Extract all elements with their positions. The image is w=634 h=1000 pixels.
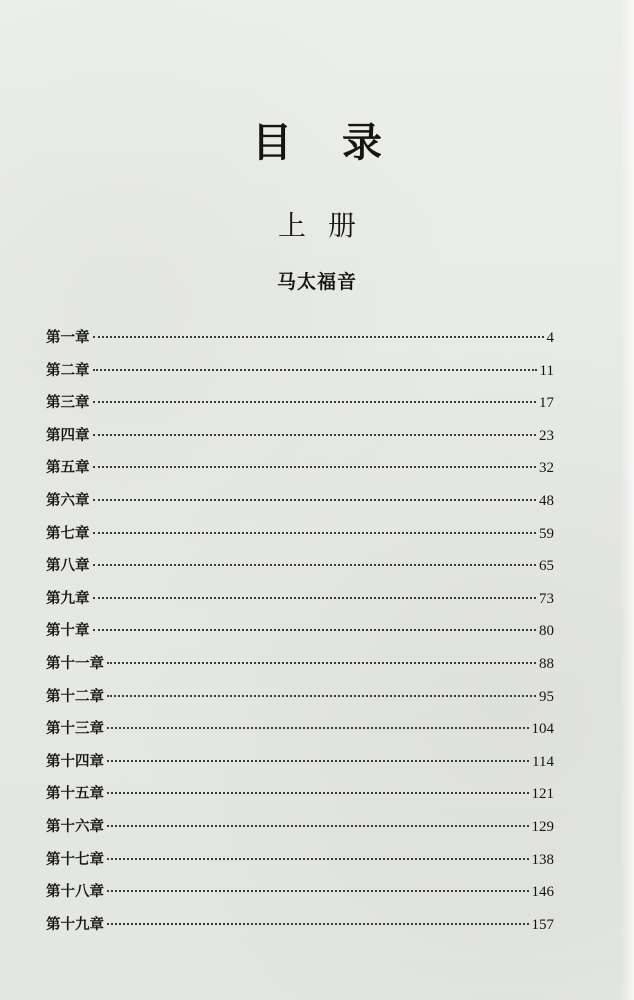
- dot-leader: [93, 466, 537, 468]
- toc-entry[interactable]: [46, 650, 554, 683]
- toc-entry[interactable]: [46, 813, 554, 846]
- toc-entry[interactable]: [46, 780, 554, 813]
- dot-leader: [107, 760, 529, 762]
- toc-page-number: 104: [531, 721, 554, 738]
- toc-page-number: 4: [546, 330, 554, 346]
- dot-leader: [93, 369, 537, 371]
- toc-entry[interactable]: [46, 389, 554, 422]
- toc-page-number: 73: [539, 590, 554, 607]
- toc-chapter-label: 第一章: [46, 330, 90, 346]
- dot-leader: [107, 727, 529, 729]
- toc-page-number: 157: [531, 916, 554, 933]
- toc-chapter-label: 第十一章: [46, 655, 104, 672]
- toc-chapter-label: 第三章: [46, 395, 90, 412]
- toc-chapter-label: 第十二章: [46, 688, 104, 705]
- toc-page-number: 88: [539, 655, 554, 672]
- toc-chapter-label: 第十七章: [46, 851, 104, 868]
- toc-page-number: 32: [539, 460, 554, 477]
- dot-leader: [107, 695, 536, 697]
- toc-chapter-label: 第二章: [46, 362, 90, 379]
- toc-entry[interactable]: [46, 683, 554, 716]
- toc-entry[interactable]: [46, 748, 554, 781]
- toc-chapter-label: 第十四章: [46, 753, 104, 770]
- toc-entry[interactable]: [46, 422, 554, 455]
- toc-page-number: 80: [539, 623, 554, 640]
- dot-leader: [93, 564, 537, 566]
- dot-leader: [107, 858, 529, 860]
- toc-chapter-label: 第十五章: [46, 786, 104, 803]
- dot-leader: [93, 629, 537, 631]
- volume-title: 上册: [277, 209, 378, 242]
- toc-chapter-label: 第四章: [46, 427, 90, 444]
- toc-chapter-label: 第五章: [46, 460, 90, 477]
- toc-chapter-label: 第十六章: [46, 818, 104, 835]
- toc-entry[interactable]: [46, 324, 554, 357]
- section-title: 马太福音: [276, 271, 357, 293]
- toc-page-number: 11: [539, 362, 554, 379]
- dot-leader: [107, 662, 536, 664]
- table-of-contents: [46, 324, 554, 943]
- toc-page-number: 129: [531, 818, 554, 835]
- toc-page-number: 59: [539, 525, 554, 542]
- dot-leader: [107, 792, 529, 794]
- toc-page-number: 138: [531, 851, 554, 868]
- toc-entry[interactable]: [46, 617, 554, 650]
- dot-leader: [107, 890, 529, 892]
- toc-page-number: 48: [539, 492, 554, 509]
- dot-leader: [93, 434, 537, 436]
- toc-entry[interactable]: [46, 585, 554, 618]
- toc-chapter-label: 第十八章: [46, 884, 104, 901]
- dot-leader: [107, 923, 529, 925]
- toc-entry[interactable]: [46, 715, 554, 748]
- toc-entry[interactable]: [46, 846, 554, 879]
- dot-leader: [93, 597, 537, 599]
- toc-page-number: 65: [539, 558, 554, 575]
- toc-entry[interactable]: [46, 487, 554, 520]
- toc-page-number: 146: [531, 884, 554, 901]
- toc-entry[interactable]: [46, 878, 554, 911]
- toc-page-number: 121: [531, 786, 554, 803]
- toc-chapter-label: 第十章: [46, 623, 90, 640]
- toc-chapter-label: 第八章: [46, 558, 90, 575]
- toc-page-number: 23: [539, 427, 554, 444]
- toc-entry[interactable]: [46, 911, 554, 944]
- toc-chapter-label: 第六章: [46, 492, 90, 509]
- dot-leader: [93, 336, 544, 338]
- toc-page-number: 95: [539, 688, 554, 705]
- toc-chapter-label: 第九章: [46, 590, 90, 607]
- toc-page-number: 114: [532, 753, 554, 770]
- toc-entry[interactable]: [46, 357, 554, 390]
- toc-entry[interactable]: [46, 552, 554, 585]
- toc-chapter-label: 第十九章: [46, 916, 104, 933]
- dot-leader: [107, 825, 529, 827]
- toc-page-number: 17: [539, 395, 554, 412]
- toc-entry[interactable]: [46, 520, 554, 553]
- toc-chapter-label: 第十三章: [46, 721, 104, 738]
- toc-chapter-label: 第七章: [46, 525, 90, 542]
- dot-leader: [93, 401, 537, 403]
- dot-leader: [93, 499, 537, 501]
- dot-leader: [93, 532, 537, 534]
- toc-entry[interactable]: [46, 454, 554, 487]
- page-title: 目录: [252, 120, 432, 166]
